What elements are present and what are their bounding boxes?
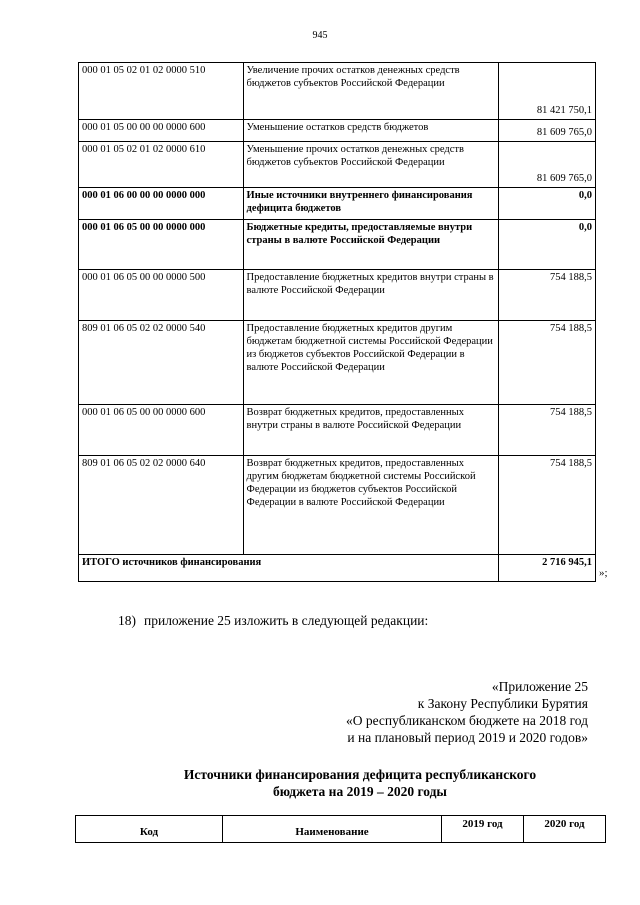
column-header-code: Код [76,816,223,843]
page-number: 945 [312,30,328,41]
table-row [79,63,596,120]
column-header-name: Наименование [223,816,442,843]
row-name: Уменьшение прочих остатков денежных средств бюджетов субъектов Российской Федерации [243,142,499,188]
row-value: 81 609 765,0 [499,120,596,142]
amendment-item-18 [118,613,428,629]
table-row [79,188,596,220]
column-header-2020: 2020 год [524,816,606,843]
row-value: 0,0 [499,220,596,270]
row-code: 809 01 06 05 02 02 0000 640 [79,456,244,555]
row-name: Уменьшение остатков средств бюджетов [243,120,499,142]
table-row [79,405,596,456]
row-code: 000 01 06 05 00 00 0000 000 [79,220,244,270]
table-row [79,456,596,555]
row-name: Увеличение прочих остатков денежных средств бюджетов субъектов Российской Федерации [243,63,499,120]
row-code: 000 01 06 05 00 00 0000 600 [79,405,244,456]
total-label: ИТОГО источников финансирования [79,555,499,582]
row-code: 000 01 05 02 01 02 0000 510 [79,63,244,120]
row-value: 0,0 [499,188,596,220]
heading-line: Источники финансирования дефицита республиканского [183,767,537,782]
row-value: 81 609 765,0 [499,142,596,188]
row-value: 754 188,5 [499,456,596,555]
row-name: Предоставление бюджетных кредитов внутри страны в валюте Российской Федерации [243,270,499,321]
appendix-line: к Закону Республики Бурятия [417,696,588,711]
row-name: Возврат бюджетных кредитов, предоставленных внутри страны в валюте Российской Федерации [243,405,499,456]
row-name: Бюджетные кредиты, предоставляемые внутри страны в валюте Российской Федерации [243,220,499,270]
column-header-2019: 2019 год [442,816,524,843]
row-code: 000 01 06 05 00 00 0000 500 [79,270,244,321]
total-value: 2 716 945,1 [499,555,596,582]
total-row [79,555,596,582]
header-row [76,816,606,843]
row-name: Предоставление бюджетных кредитов другим бюджетам бюджетной системы Российской Федерации из бюджетов субъектов Российской Федерации в валюте Российской Федерации [243,321,499,405]
appendix-header [346,678,588,746]
row-value: 81 421 750,1 [499,63,596,120]
table-row [79,270,596,321]
item-number: 18) [118,613,136,628]
appendix-line: и на плановый период 2019 и 2020 годов» [347,730,588,745]
row-code: 000 01 05 00 00 00 0000 600 [79,120,244,142]
row-code: 000 01 05 02 01 02 0000 610 [79,142,244,188]
table-row [79,220,596,270]
sources-table [78,62,596,582]
row-name: Возврат бюджетных кредитов, предоставленных другим бюджетам бюджетной системы Российской Федерации из бюджетов субъектов Российской Федерации в валюте Российской Федерации [243,456,499,555]
heading-line: бюджета на 2019 – 2020 годы [273,784,447,799]
closing-quote-mark: »; [599,567,608,579]
section-heading [120,766,600,800]
row-value: 754 188,5 [499,405,596,456]
row-value: 754 188,5 [499,270,596,321]
row-code: 809 01 06 05 02 02 0000 540 [79,321,244,405]
row-code: 000 01 06 00 00 00 0000 000 [79,188,244,220]
item-text: приложение 25 изложить в следующей редакции: [144,613,429,628]
appendix-line: «О республиканском бюджете на 2018 год [345,713,588,728]
table-row [79,321,596,405]
row-value: 754 188,5 [499,321,596,405]
appendix-line: «Приложение 25 [491,679,588,694]
table-row [79,142,596,188]
row-name: Иные источники внутреннего финансирования дефицита бюджетов [243,188,499,220]
new-table-header [75,815,606,843]
table-row [79,120,596,142]
